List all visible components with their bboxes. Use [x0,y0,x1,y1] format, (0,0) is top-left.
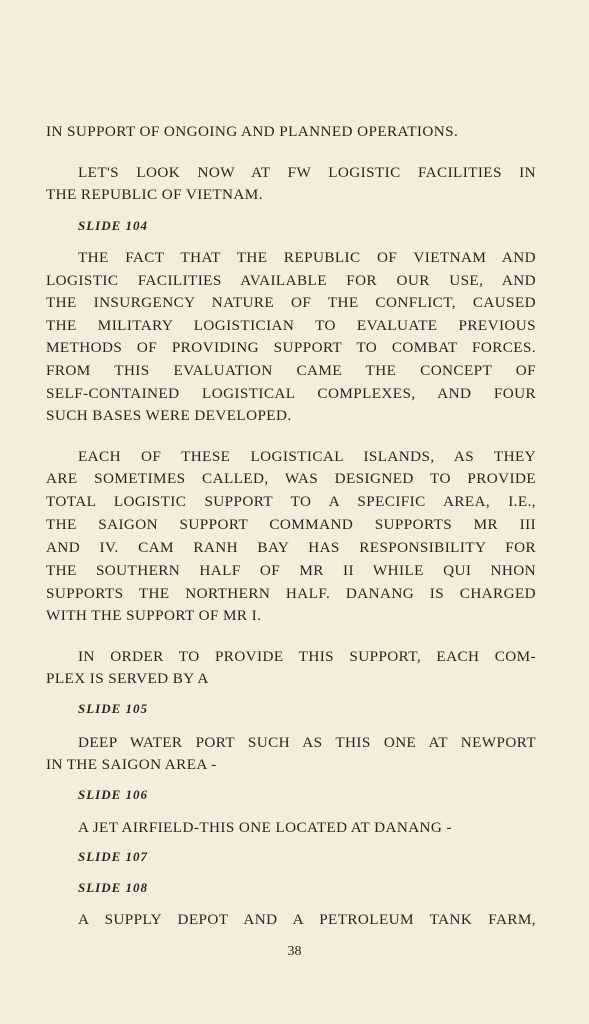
slide-reference: SLIDE 107 [78,849,149,864]
slide-reference: SLIDE 105 [78,701,149,716]
text-line: IN SUPPORT OF ONGOING AND PLANNED OPERATIONS. [46,123,459,140]
text-line: DEEP WATER PORT SUCH AS THIS ONE AT NEWPORT [78,734,536,751]
text-line: A SUPPLY DEPOT AND A PETROLEUM TANK FARM, [78,911,536,928]
text-line: PLEX IS SERVED BY A [46,670,209,687]
slide-reference: SLIDE 108 [78,880,149,895]
text-line: THE REPUBLIC OF VIETNAM. [46,186,263,203]
text-line: IN ORDER TO PROVIDE THIS SUPPORT, EACH COM- [78,648,536,665]
text-line: LOGISTIC FACILITIES AVAILABLE FOR OUR USE, AND [46,272,536,289]
text-line: THE INSURGENCY NATURE OF THE CONFLICT, CAUSED [46,294,536,311]
slide-reference: SLIDE 104 [78,218,149,233]
text-line: THE SOUTHERN HALF OF MR II WHILE QUI NHON [46,562,536,579]
page-number: 38 [287,944,302,959]
text-line: EACH OF THESE LOGISTICAL ISLANDS, AS THEY [78,448,536,465]
text-line: ARE SOMETIMES CALLED, WAS DESIGNED TO PROVIDE [46,470,536,487]
text-line: AND IV. CAM RANH BAY HAS RESPONSIBILITY FOR [46,539,536,556]
text-line: WITH THE SUPPORT OF MR I. [46,607,262,624]
text-line: LET'S LOOK NOW AT FW LOGISTIC FACILITIES IN [78,164,536,181]
text-line: THE SAIGON SUPPORT COMMAND SUPPORTS MR III [46,516,536,533]
text-line: SELF-CONTAINED LOGISTICAL COMPLEXES, AND FOUR [46,385,536,402]
text-line: A JET AIRFIELD-THIS ONE LOCATED AT DANANG - [78,819,452,836]
text-line: THE FACT THAT THE REPUBLIC OF VIETNAM AND [78,249,536,266]
text-line: METHODS OF PROVIDING SUPPORT TO COMBAT FORCES. [46,339,536,356]
text-line: SUCH BASES WERE DEVELOPED. [46,407,292,424]
text-line: IN THE SAIGON AREA - [46,756,217,773]
text-line: THE MILITARY LOGISTICIAN TO EVALUATE PREVIOUS [46,317,536,334]
text-line: SUPPORTS THE NORTHERN HALF. DANANG IS CHARGED [46,585,536,602]
text-line: FROM THIS EVALUATION CAME THE CONCEPT OF [46,362,536,379]
text-line: TOTAL LOGISTIC SUPPORT TO A SPECIFIC AREA, I.E., [46,493,536,510]
slide-reference: SLIDE 106 [78,787,149,802]
